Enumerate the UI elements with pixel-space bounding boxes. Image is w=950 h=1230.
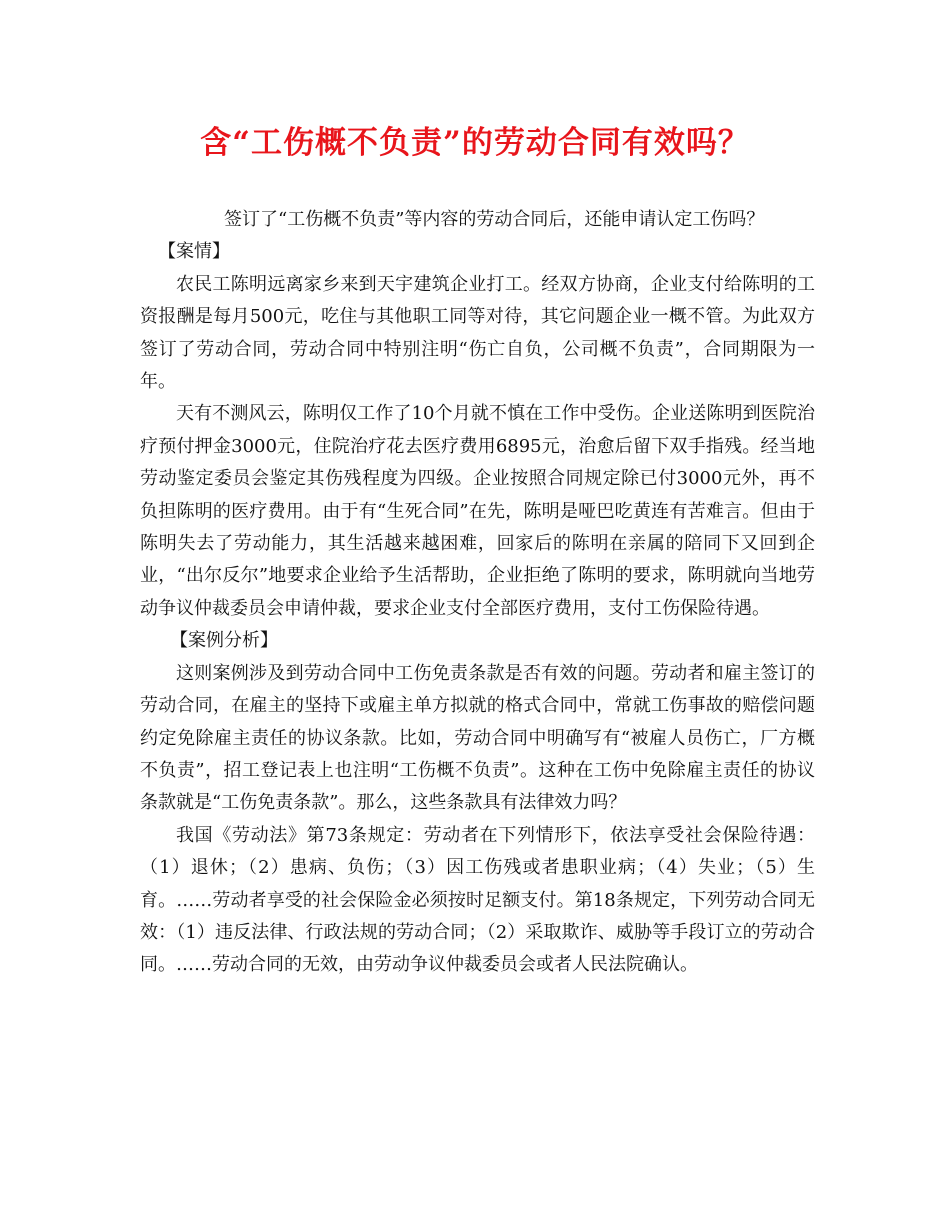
section-heading-case: 【案情】 [158,241,230,263]
body-paragraph: 天有不测风云，陈明仅工作了10个月就不慎在工作中受伤。企业送陈明到医院治疗预付押金3000元，住院治疗花去医疗费用6895元，治愈后留下双手指残。经当地劳动鉴定委员会鉴定其伤残程度为四级。企业按照合同规定除已付3000元外，再不负担陈明的医疗费用。由于有“生死合同”在先，陈明是哑巴吃黄连有苦难言。但由于陈明失去了劳动能力，其生活越来越困难，回家后的陈明在亲属的陪同下又回到企业，“出尔反尔”地要求企业给予生活帮助，企业拒绝了陈明的要求，陈明就向当地劳动争议仲裁委员会申请仲裁，要求企业支付全部医疗费用，支付工伤保险待遇。 [140,403,815,619]
document-title: 含“工伤概不负责”的劳动合同有效吗？ [200,125,750,161]
document-body [140,204,815,982]
body-paragraph: 我国《劳动法》第73条规定：劳动者在下列情形下，依法享受社会保险待遇：（1）退休；（2）患病、负伤；（3）因工伤残或者患职业病；（4）失业；（5）生育。……劳动者享受的社会保险金必须按时足额支付。第18条规定，下列劳动合同无效：（1）违反法律、行政法规的劳动合同；（2）采取欺诈、威胁等手段订立的劳动合同。……劳动合同的无效，由劳动争议仲裁委员会或者人民法院确认。 [140,824,815,976]
body-paragraph: 农民工陈明远离家乡来到天宇建筑企业打工。经双方协商，企业支付给陈明的工资报酬是每月500元，吃住与其他职工同等对待，其它问题企业一概不管。为此双方签订了劳动合同，劳动合同中特别注明“伤亡自负，公司概不负责”，合同期限为一年。 [140,273,815,393]
body-paragraph: 这则案例涉及到劳动合同中工伤免责条款是否有效的问题。劳动者和雇主签订的劳动合同，在雇主的坚持下或雇主单方拟就的格式合同中，常就工伤事故的赔偿问题约定免除雇主责任的协议条款。比如，劳动合同中明确写有“被雇人员伤亡，厂方概不负责”，招工登记表上也注明“工伤概不负责”。这种在工伤中免除雇主责任的协议条款就是“工伤免责条款”。那么，这些条款具有法律效力吗？ [140,662,815,814]
section-heading-analysis: 【案例分析】 [170,630,278,652]
subtitle-paragraph: 签订了“工伤概不负责”等内容的劳动合同后，还能申请认定工伤吗？ [224,209,765,230]
